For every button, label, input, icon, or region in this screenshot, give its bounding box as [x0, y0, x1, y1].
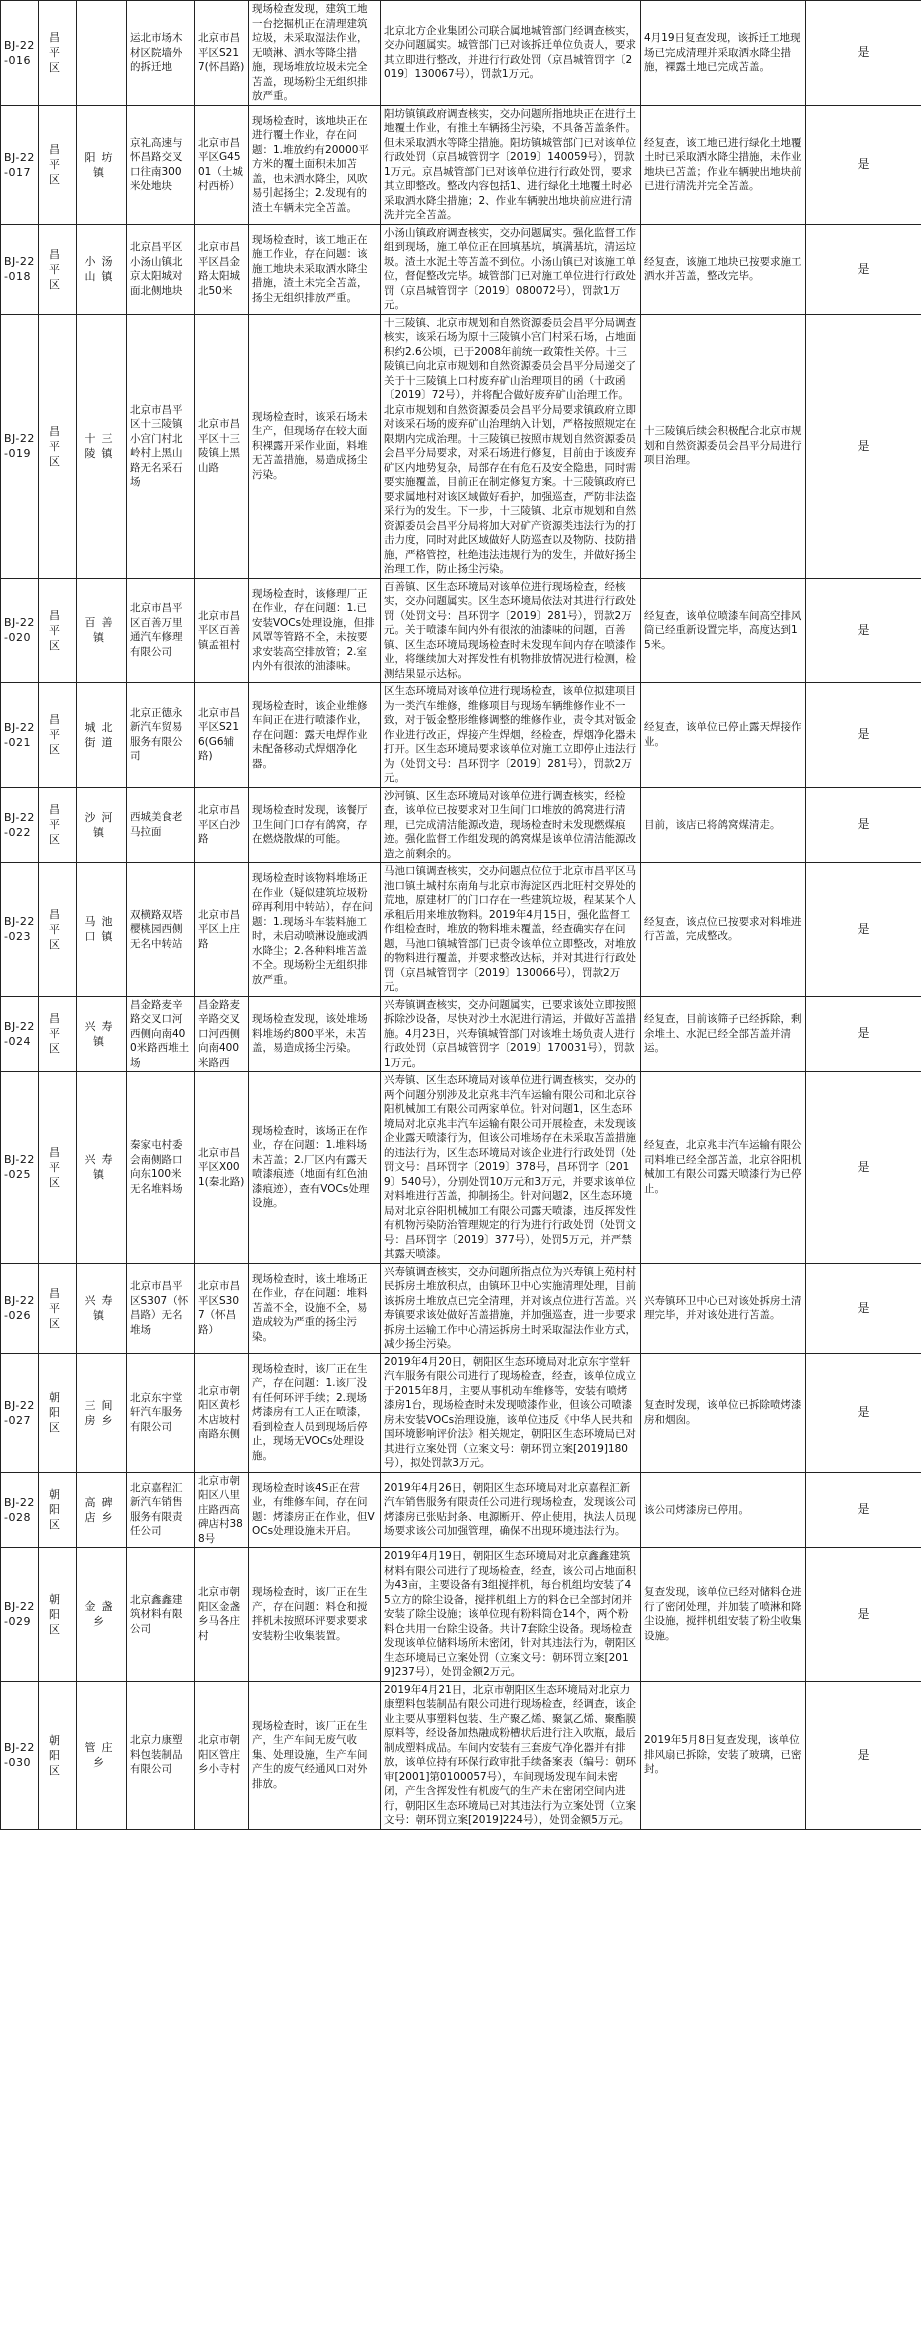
- verification-result: 兴寿镇调查核实，交办问题属实，已要求该处立即按照拆除沙设备，尽快对沙土水泥进行清运，并做好苫盖措施。4月23日，兴寿镇城管部门对该堆土场负责人进行行政处罚（京昌城管罚字〔2019〕170031号），罚款1万元。: [381, 996, 641, 1072]
- verification-result: 兴寿镇调查核实，交办问题所指点位为兴寿镇上苑村村民拆房土堆放积点，由镇环卫中心实施清理处理，目前该拆房土堆放点已完全清理，并对该点位进行苫盖。兴寿镇要求该处做好苫盖措施，并加强巡查，进一步要求拆房土运输工作中心清运拆房土时采取湿法作业方式，减少扬尘污染。: [381, 1263, 641, 1353]
- site-name: 北京力康塑料包装制品有限公司: [127, 1681, 195, 1829]
- site-address: 北京市朝阳区黄杉木店坡村南路东侧: [195, 1353, 249, 1472]
- site-address: 北京市朝阳区八里庄路西高碑店村388号: [195, 1472, 249, 1548]
- district: 昌平区: [39, 1263, 77, 1353]
- township: 沙河镇: [77, 787, 127, 863]
- verification-result: 马池口镇调查核实，交办问题点位位于北京市昌平区马池口镇土城村东南角与北京市海淀区西北旺村交界处的荒地，原建材厂的门口存在一些建筑垃圾，程某某个人承租后用来堆放物料。2019年4月15日，强化监督工作组检查时，堆放的物料堆未覆盖，经查确实存在问题，马池口镇城管部门已责令该单位立即整改，对堆放的物料进行覆盖，并要求整改达标，并对其进行行政处罚（京昌城管罚字〔2019〕130066号），罚款2万元。: [381, 863, 641, 997]
- table-row: [1, 105, 921, 224]
- district: 朝阳区: [39, 1472, 77, 1548]
- township: 小汤山镇: [77, 224, 127, 314]
- issue-description: 现场检查时，该地块正在进行覆土作业，存在问题：1.堆放约有20000平方米的覆土面积未加苫盖，也未洒水降尘，风吹易引起扬尘；2.发现有的渣土车辆未完全苫盖。: [249, 105, 381, 224]
- case-id: BJ-22-016: [1, 1, 39, 106]
- case-id: BJ-22-024: [1, 996, 39, 1072]
- case-id: BJ-22-021: [1, 683, 39, 788]
- verification-result: 2019年4月20日，朝阳区生态环境局对北京东宇堂轩汽车服务有限公司进行了现场检查，经查，该单位成立于2015年8月，主要从事机动车维修等，安装有喷烤漆房1台，现场检查时未发现喷漆作业，但该公司喷漆房未安装VOCs治理设施，该单位违反《中华人民共和国环境影响评价法》相关规定，朝阳区生态环境局已对其进行立案处罚（立案文号：朝环罚立案[2019]180号），拟处罚款3万元。: [381, 1353, 641, 1472]
- completed-flag: 是: [806, 1548, 921, 1682]
- issue-description: 现场检查时，该厂正在生产，存在问题：1.该厂没有任何环评手续；2.现场烤漆房有工人正在喷漆，看到检查人员到现场后停止，现场无VOCs处理设施。: [249, 1353, 381, 1472]
- site-address: 北京市昌平区上庄路: [195, 863, 249, 997]
- site-name: 北京市昌平区S307（怀昌路）无名堆场: [127, 1263, 195, 1353]
- site-name: 昌金路麦辛路交叉口河西侧向南400米路西堆土场: [127, 996, 195, 1072]
- completed-flag: 是: [806, 224, 921, 314]
- issue-description: 现场检查时，该企业维修车间正在进行喷漆作业，存在问题：露天电焊作业未配备移动式焊烟净化器。: [249, 683, 381, 788]
- rectification-status: 十三陵镇后续会积极配合北京市规划和自然资源委员会昌平分局进行项目治理。: [641, 314, 806, 578]
- case-id: BJ-22-030: [1, 1681, 39, 1829]
- issue-description: 现场检查时，该工地正在施工作业，存在问题：该施工地块未采取洒水降尘措施，渣土未完全苫盖，扬尘无组织排放严重。: [249, 224, 381, 314]
- site-address: 北京市昌平区S216(G6辅路): [195, 683, 249, 788]
- case-id: BJ-22-025: [1, 1072, 39, 1264]
- township: 马池口镇: [77, 863, 127, 997]
- case-id: BJ-22-017: [1, 105, 39, 224]
- site-name: 北京市昌平区十三陵镇小宫门村北岭村上黑山路无名采石场: [127, 314, 195, 578]
- table-row: [1, 1072, 921, 1264]
- rectification-status: 复查时发现，该单位已拆除喷烤漆房和烟囱。: [641, 1353, 806, 1472]
- rectification-status: 2019年5月8日复查发现，该单位排风扇已拆除，安装了玻璃，已密封。: [641, 1681, 806, 1829]
- site-address: 北京市昌平区S217(怀昌路): [195, 1, 249, 106]
- table-row: [1, 787, 921, 863]
- township: 百善镇: [77, 578, 127, 683]
- rectification-status: 经复查，该工地已进行绿化土地覆土时已采取洒水降尘措施，未作业地块已苫盖；作业车辆驶出地块前已进行清洗并完全苫盖。: [641, 105, 806, 224]
- issue-description: 现场检查时，该土堆场正在作业，存在问题：堆料苫盖不全，设施不全，易造成较为严重的扬尘污染。: [249, 1263, 381, 1353]
- rectification-status: 经复查，该单位已停止露天焊接作业。: [641, 683, 806, 788]
- issue-description: 现场检查时该4S正在营业，有维修车间，存在问题：烤漆房正在作业，但VOCs处理设施未开启。: [249, 1472, 381, 1548]
- township: 高碑店乡: [77, 1472, 127, 1548]
- site-address: 北京市朝阳区管庄乡小寺村: [195, 1681, 249, 1829]
- district: 昌平区: [39, 1072, 77, 1264]
- district: 昌平区: [39, 224, 77, 314]
- verification-result: 阳坊镇镇政府调查核实，交办问题所指地块正在进行土地覆土作业，有推土车辆扬尘污染，不具备苫盖条件。但未采取洒水等降尘措施。阳坊镇城管部门已对该单位行政处罚（京昌城管罚字〔2019〕140059号），罚款1万元。京昌城管部门已对该单位进行行政处罚，要求其立即整改。整改内容包括1、进行绿化土地覆土时必采取洒水降尘措施；2、作业车辆驶出地块前应进行清洗并完全苫盖。: [381, 105, 641, 224]
- verification-result: 2019年4月26日，朝阳区生态环境局对北京嘉程汇新汽车销售服务有限责任公司进行现场检查，发现该公司烤漆房已张贴封条、电源断开、停止使用，执法人员现场要求该公司加强管理，确保不出现环境违法行为。: [381, 1472, 641, 1548]
- site-name: 北京昌平区小汤山镇北京太阳城对面北侧地块: [127, 224, 195, 314]
- township: 兴寿镇: [77, 1072, 127, 1264]
- site-address: 北京市昌平区白沙路: [195, 787, 249, 863]
- completed-flag: 是: [806, 863, 921, 997]
- issue-description: 现场检查时发现，该餐厅卫生间门口存有鸽窝，存在燃烧散煤的可能。: [249, 787, 381, 863]
- completed-flag: 是: [806, 996, 921, 1072]
- township: 十三陵镇: [77, 314, 127, 578]
- verification-result: 小汤山镇政府调查核实，交办问题属实。强化监督工作组到现场，施工单位正在回填基坑，填满基坑，清运垃圾。渣土水泥土等苫盖不到位。小汤山镇已对该施工单位，督促整改完毕。城管部门已对施工单位进行行政处罚（京昌城管罚字〔2019〕080072号），罚款1万元。: [381, 224, 641, 314]
- site-address: 北京市昌平区百善镇孟祖村: [195, 578, 249, 683]
- table-row: [1, 1472, 921, 1548]
- verification-result: 十三陵镇、北京市规划和自然资源委员会昌平分局调查核实，该采石场为原十三陵镇小宫门村采石场，占地面积约2.6公顷，已于2008年前统一政策性关停。十三陵镇已向北京市规划和自然资源委员会昌平分局递交了关于十三陵镇上口村废弃矿山治理项目的函（十政函〔2019〕72号），并将配合做好废弃矿山治理工作。北京市规划和自然资源委员会昌平分局要求镇政府立即对该采石场的废弃矿山治理纳入计划，严格按照规定在限期内完成治理。十三陵镇已按照市规划自然资源委员会昌平分局要求，对采石场进行修复，目前由于该废弃矿区内地势复杂，局部存在有危石及安全隐患，同时需要实施覆盖，目前正在制定修复方案。十三陵镇政府已要求属地村对该区域做好看护，加强巡查，严防非法盗采行为的发生。下一步，十三陵镇、北京市规划和自然资源委员会昌平分局将加大对矿产资源类违法行为的打击力度，同时对此区域做好人防巡查以及物防、技防措施，严格管控，杜绝违法违规行为的发生，并做好扬尘治理工作，防止扬尘污染。: [381, 314, 641, 578]
- table-row: [1, 683, 921, 788]
- site-name: 北京市昌平区百善万里通汽车修理有限公司: [127, 578, 195, 683]
- district: 昌平区: [39, 314, 77, 578]
- district: 昌平区: [39, 863, 77, 997]
- issue-description: 现场检查时，该厂正在生产，存在问题：料仓和搅拌机未按照环评要求要求安装粉尘收集装置。: [249, 1548, 381, 1682]
- table-row: [1, 314, 921, 578]
- issue-description: 现场检查时该物料堆场正在作业（疑似建筑垃圾粉碎再利用中转站），存在问题：1.现场斗车装料施工时，未启动喷淋设施或洒水降尘；2.各种料堆苫盖不全。现场粉尘无组织排放严重。: [249, 863, 381, 997]
- completed-flag: 是: [806, 105, 921, 224]
- table-row: [1, 1353, 921, 1472]
- case-id: BJ-22-023: [1, 863, 39, 997]
- table-row: [1, 578, 921, 683]
- township: 兴寿镇: [77, 996, 127, 1072]
- table-row: [1, 1263, 921, 1353]
- district: 昌平区: [39, 105, 77, 224]
- rectification-status: 经复查，该点位已按要求对料堆进行苫盖，完成整改。: [641, 863, 806, 997]
- table-row: [1, 1, 921, 106]
- rectification-status: 兴寿镇环卫中心已对该处拆房土清理完毕，并对该处进行苫盖。: [641, 1263, 806, 1353]
- district: 朝阳区: [39, 1681, 77, 1829]
- verification-result: 2019年4月21日，北京市朝阳区生态环境局对北京力康塑料包装制品有限公司进行现场检查，经调查，该企业主要从事塑料包装、生产聚乙烯、聚氯乙烯、聚酯膜原料等，经设备加热融成粉槽状后进行注入吹瓶，最后制成塑料成品。车间内安装有三套废气净化器并有排放，该单位持有环保行政审批手续备案表（编号：朝环审[2001]第0100057号），车间现场发现车间未密闭，产生含挥发性有机废气的生产未在密闭空间内进行，朝阳区生态环境局已对其违法行为立案处罚（立案文号：朝环罚立案[2019]224号），处罚金额5万元。: [381, 1681, 641, 1829]
- issue-description: 现场检查时，该厂正在生产，生产车间无废气收集、处理设施，生产车间产生的废气经通风口对外排放。: [249, 1681, 381, 1829]
- completed-flag: 是: [806, 1353, 921, 1472]
- township: 三间房乡: [77, 1353, 127, 1472]
- completed-flag: 是: [806, 1263, 921, 1353]
- district: 昌平区: [39, 996, 77, 1072]
- table-row: [1, 863, 921, 997]
- site-address: 北京市昌平区S307（怀昌路）: [195, 1263, 249, 1353]
- township: [77, 1, 127, 106]
- district: 昌平区: [39, 578, 77, 683]
- district: 昌平区: [39, 1, 77, 106]
- case-id: BJ-22-029: [1, 1548, 39, 1682]
- district: 朝阳区: [39, 1353, 77, 1472]
- site-name: 京礼高速与怀昌路交叉口往南300米处地块: [127, 105, 195, 224]
- verification-result: 北京北方企业集团公司联合属地城管部门经调查核实，交办问题属实。城管部门已对该拆迁单位负责人，要求其立即进行整改，并进行行政处罚（京昌城管罚字〔2019〕130067号），罚款1万元。: [381, 1, 641, 106]
- rectification-status: 经复查，该施工地块已按要求施工洒水并苫盖，整改完毕。: [641, 224, 806, 314]
- completed-flag: 是: [806, 1072, 921, 1264]
- verification-result: 区生态环境局对该单位进行现场检查，该单位拟建项目为一类汽车维修，维修项目与现场车辆维修作业不一致，对于钣金整形维修调整的维修作业，责令其对钣金作业进行改正，焊接产生焊烟，经检查，焊烟净化器未打开。区生态环境局要求该单位对施工立即停止违法行为（处罚文号：昌环罚字〔2019〕281号），罚款2万元。: [381, 683, 641, 788]
- case-id: BJ-22-026: [1, 1263, 39, 1353]
- site-address: 昌金路麦辛路交叉口河西侧向南400米路西: [195, 996, 249, 1072]
- rectification-status: 经复查，该单位喷漆车间高空排风筒已经重新设置完毕，高度达到15米。: [641, 578, 806, 683]
- case-id: BJ-22-028: [1, 1472, 39, 1548]
- issue-description: 现场检查发现，该处堆场料堆场约800平米，未苫盖，易造成扬尘污染。: [249, 996, 381, 1072]
- township: 管庄乡: [77, 1681, 127, 1829]
- site-address: 北京市昌平区X001(秦北路): [195, 1072, 249, 1264]
- table-row: [1, 1681, 921, 1829]
- site-name: 北京正德永新汽车贸易服务有限公司: [127, 683, 195, 788]
- site-name: 运北市场木材区院墙外的拆迁地: [127, 1, 195, 106]
- site-address: 北京市朝阳区金盏乡马各庄村: [195, 1548, 249, 1682]
- rectification-status: 经复查，北京兆丰汽车运输有限公司料堆已经全部苫盖，北京谷阳机械加工有限公司露天喷漆行为已停止。: [641, 1072, 806, 1264]
- township: 金盏乡: [77, 1548, 127, 1682]
- rectification-status: 4月19日复查发现，该拆迁工地现场已完成清理并采取洒水降尘措施，裸露土地已完成苫盖。: [641, 1, 806, 106]
- site-name: 北京嘉程汇新汽车销售服务有限责任公司: [127, 1472, 195, 1548]
- issue-description: 现场检查时，该修理厂正在作业，存在问题：1.已安装VOCs处理设施，但排风罩等管路不全，未按要求安装高空排放管；2.室内外有很浓的油漆味。: [249, 578, 381, 683]
- site-name: 秦家屯村委会南侧路口向东100米无名堆料场: [127, 1072, 195, 1264]
- case-id: BJ-22-022: [1, 787, 39, 863]
- site-name: 北京东宇堂轩汽车服务有限公司: [127, 1353, 195, 1472]
- table-row: [1, 224, 921, 314]
- rectification-status: 该公司烤漆房已停用。: [641, 1472, 806, 1548]
- district: 朝阳区: [39, 1548, 77, 1682]
- district: 昌平区: [39, 787, 77, 863]
- case-id: BJ-22-019: [1, 314, 39, 578]
- verification-result: 百善镇、区生态环境局对该单位进行现场检查，经核实，交办问题属实。区生态环境局依法对其进行行政处罚（处罚文号：昌环罚字〔2019〕281号），罚款2万元。关于喷漆车间内外有很浓的油漆味的问题，百善镇、区生态环境局现场检查时未发现车间内存在喷漆作业，将继续加大对挥发性有机物排放情况进行检测，检测结果显示达标。: [381, 578, 641, 683]
- township: 阳坊镇: [77, 105, 127, 224]
- township: 城北街道: [77, 683, 127, 788]
- district: 昌平区: [39, 683, 77, 788]
- rectification-status: 目前，该店已将鸽窝煤清走。: [641, 787, 806, 863]
- issue-description: 现场检查时，该场正在作业，存在问题：1.堆料场未苫盖；2.厂区内有露天喷漆痕迹（地面有红色油漆痕迹），查有VOCs处理设施。: [249, 1072, 381, 1264]
- site-name: 北京鑫鑫建筑材料有限公司: [127, 1548, 195, 1682]
- site-name: 双横路双塔樱桃园西侧无名中转站: [127, 863, 195, 997]
- case-id: BJ-22-018: [1, 224, 39, 314]
- completed-flag: 是: [806, 1681, 921, 1829]
- site-address: 北京市昌平区十三陵镇上黑山路: [195, 314, 249, 578]
- completed-flag: 是: [806, 578, 921, 683]
- issue-description: 现场检查时，该采石场未生产，但现场存在较大面积裸露开采作业面，料堆无苫盖措施，易造成扬尘污染。: [249, 314, 381, 578]
- rectification-status: 复查发现，该单位已经对储料仓进行了密闭处理，并加装了喷淋和降尘设施，搅拌机组安装了粉尘收集设施。: [641, 1548, 806, 1682]
- completed-flag: 是: [806, 1472, 921, 1548]
- site-address: 北京市昌平区昌金路太阳城北50米: [195, 224, 249, 314]
- verification-result: 2019年4月19日，朝阳区生态环境局对北京鑫鑫建筑材料有限公司进行了现场检查，经查，该公司占地面积为43亩，主要设备有3组搅拌机，每台机组均安装了45立方的除尘设备，搅拌机组上方的料仓已全部封闭并安装了除尘设施；该单位现有粉料筒仓14个，两个粉料仓共用一台除尘设备。共计7套除尘设备。现场检查发现该单位储料场所未密闭，针对其违法行为，朝阳区生态环境局已立案处罚（立案文号：朝环罚立案[2019]237号），处罚金额2万元。: [381, 1548, 641, 1682]
- site-address: 北京市昌平区G4501（土城村西桥）: [195, 105, 249, 224]
- completed-flag: 是: [806, 1, 921, 106]
- issue-description: 现场检查发现，建筑工地一台挖掘机正在清理建筑垃圾，未采取湿法作业，无喷淋、洒水等降尘措施，现场堆放垃圾未完全苫盖，现场粉尘无组织排放严重。: [249, 1, 381, 106]
- verification-result: 沙河镇、区生态环境局对该单位进行调查核实，经检查，该单位已按要求对卫生间门口堆放的鸽窝进行清理，已完成清洁能源改造，现场检查时未发现燃煤痕迹。强化监督工作组发现的鸽窝煤是该单位清洁能源改造之前剩余的。: [381, 787, 641, 863]
- completed-flag: 是: [806, 314, 921, 578]
- site-name: 西城美食老马拉面: [127, 787, 195, 863]
- rectification-status: 经复查，目前该筛子已经拆除，剩余堆土、水泥已经全部苫盖并清运。: [641, 996, 806, 1072]
- case-id: BJ-22-020: [1, 578, 39, 683]
- table-row: [1, 1548, 921, 1682]
- case-id: BJ-22-027: [1, 1353, 39, 1472]
- completed-flag: 是: [806, 787, 921, 863]
- completed-flag: 是: [806, 683, 921, 788]
- verification-result: 兴寿镇、区生态环境局对该单位进行调查核实，交办的两个问题分别涉及北京兆丰汽车运输有限公司和北京谷阳机械加工有限公司两家单位。针对问题1，区生态环境局对北京兆丰汽车运输有限公司开展检查，未发现该企业露天喷漆行为，但该公司堆场存在未采取苫盖措施的违法行为，区生态环境局对该企业进行行政处罚（处罚文号：昌环罚字〔2019〕378号，昌环罚字〔2019〕540号），分别处罚10万元和3万元，并要求该单位对料堆进行苫盖，抑制扬尘。针对问题2，区生态环境局对北京谷阳机械加工有限公司露天喷漆，违反挥发性有机物污染防治管理规定的行为进行行政处罚（处罚文号：昌环罚字〔2019〕377号），处罚5万元，并严禁其露天喷漆。: [381, 1072, 641, 1264]
- table-row: [1, 996, 921, 1072]
- township: 兴寿镇: [77, 1263, 127, 1353]
